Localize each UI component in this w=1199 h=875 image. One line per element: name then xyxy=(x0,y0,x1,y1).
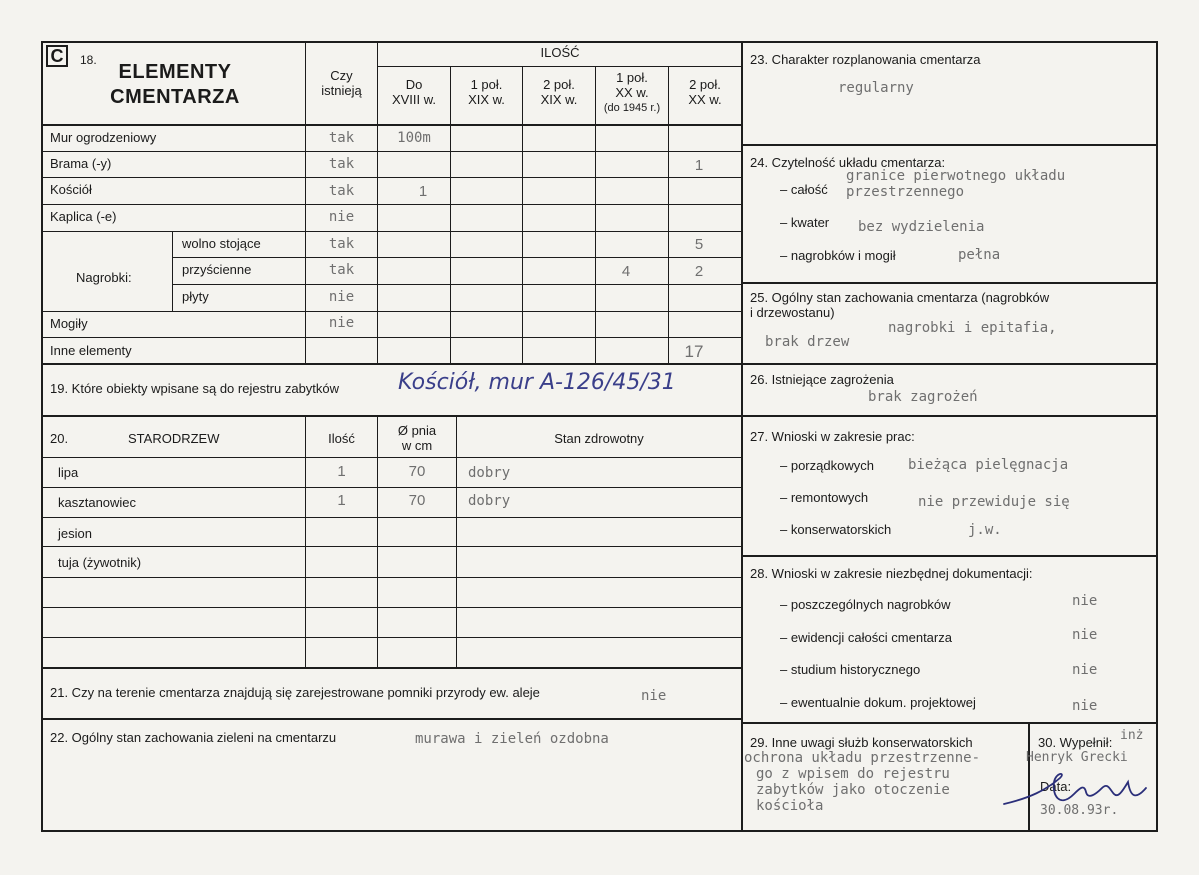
row-label: Kościół xyxy=(50,182,92,197)
other-remarks-line: kościoła xyxy=(756,798,824,814)
section-letter: C xyxy=(50,46,64,66)
documentation-item-label: – ewidencji całości cmentarza xyxy=(780,630,952,645)
row-label: Brama (-y) xyxy=(50,156,112,171)
layout-type-value: regularny xyxy=(838,80,914,96)
legibility-quarters-label: – kwater xyxy=(780,215,830,230)
filled-by-name: Henryk Grecki xyxy=(1026,750,1128,765)
documentation-label: 28. Wnioski w zakresie niezbędnej dokumentacji: xyxy=(750,566,1033,581)
col-exists-l2: istnieją xyxy=(321,83,362,98)
exists-value: tak xyxy=(328,156,355,172)
works-item-label: – remontowych xyxy=(780,490,869,505)
row-label: płyty xyxy=(182,289,209,304)
col-health: Stan zdrowotny xyxy=(554,431,644,446)
documentation-item-value: nie xyxy=(1072,662,1098,678)
frame-line xyxy=(41,41,43,832)
documentation-item-value: nie xyxy=(1072,627,1098,643)
date-value: 30.08.93r. xyxy=(1040,803,1119,818)
legibility-label: 24. Czytelność układu cmentarza: xyxy=(750,155,946,170)
frame-line xyxy=(741,41,1158,43)
col-count: Ilość xyxy=(328,431,355,446)
qty-value: 100m xyxy=(397,130,431,146)
qty-value: 17 xyxy=(684,342,704,361)
period-2-l1: 1 poł. xyxy=(470,77,503,92)
works-item-label: – porządkowych xyxy=(780,458,874,473)
filled-by-title: inż xyxy=(1120,728,1144,743)
tree-name: jesion xyxy=(58,526,92,541)
threats-label: 26. Istniejące zagrożenia xyxy=(750,372,894,387)
period-4-l1: 1 poł. xyxy=(616,70,648,85)
condition-label-l2: i drzewostanu) xyxy=(750,305,835,320)
period-3-l1: 2 poł. xyxy=(543,77,575,92)
elements-title-line2: CMENTARZA xyxy=(110,86,240,108)
condition-label-l1: 25. Ogólny stan zachowania cmentarza (nagrobków xyxy=(750,290,1050,305)
period-1-l1: Do xyxy=(405,77,423,92)
legibility-quarters-value: bez wydzielenia xyxy=(858,219,985,235)
greenery-value: murawa i zieleń ozdobna xyxy=(415,731,609,747)
col-diam-l2: w cm xyxy=(401,438,433,453)
legibility-graves-value: pełna xyxy=(958,247,1001,263)
row-label: przyścienne xyxy=(182,262,252,277)
period-3-l2: XIX w. xyxy=(540,92,578,107)
legibility-whole-value-l2: przestrzennego xyxy=(846,184,965,200)
nature-value: nie xyxy=(641,688,667,704)
condition-value-l2: brak drzew xyxy=(765,334,850,350)
date-label: Data: xyxy=(1040,779,1072,794)
layout-type-label: 23. Charakter rozplanowania cmentarza xyxy=(750,52,981,67)
works-label: 27. Wnioski w zakresie prac: xyxy=(750,429,915,444)
elements-title-line1: ELEMENTY xyxy=(118,61,232,83)
other-remarks-line: zabytków jako otoczenie xyxy=(756,782,950,798)
period-5-l2: XX w. xyxy=(688,92,722,107)
condition-value-l1: nagrobki i epitafia, xyxy=(888,320,1057,336)
row-label: Mur ogrodzeniowy xyxy=(50,130,157,145)
old-trees-title: STARODRZEW xyxy=(128,431,220,446)
row-label: wolno stojące xyxy=(182,236,261,251)
qty-value: 1 xyxy=(418,183,428,200)
tree-health: dobry xyxy=(468,465,511,481)
exists-value: tak xyxy=(328,262,355,278)
legibility-whole-value-l1: granice pierwotnego układu xyxy=(846,168,1066,184)
tree-name: kasztanowiec xyxy=(58,495,137,510)
frame-line xyxy=(741,41,743,832)
old-trees-number: 20. xyxy=(50,431,69,446)
row-label: Mogiły xyxy=(50,316,88,331)
frame-line xyxy=(1156,41,1158,832)
works-item-value: j.w. xyxy=(968,522,1002,538)
col-exists-l1: Czy xyxy=(330,68,353,83)
exists-value: tak xyxy=(328,183,355,199)
signature-mark xyxy=(1000,768,1150,818)
tree-name: lipa xyxy=(58,465,79,480)
tree-diam: 70 xyxy=(408,492,426,509)
qty-header: ILOŚĆ xyxy=(540,45,580,60)
qty-value: 2 xyxy=(694,263,704,280)
documentation-item-label: – ewentualnie dokum. projektowej xyxy=(780,695,976,710)
qty-value: 1 xyxy=(694,157,704,174)
nagrobki-label: Nagrobki: xyxy=(76,270,132,285)
exists-value: nie xyxy=(328,315,355,331)
other-remarks-line: go z wpisem do rejestru xyxy=(756,766,950,782)
section-letter-box xyxy=(46,45,68,67)
other-remarks-label: 29. Inne uwagi służb konserwatorskich xyxy=(750,735,973,750)
period-4-l3: (do 1945 r.) xyxy=(603,102,661,114)
legibility-graves-label: – nagrobków i mogił xyxy=(780,248,896,263)
registry-value: Kościół, mur A-126/45/31 xyxy=(398,370,676,395)
tree-count: 1 xyxy=(337,463,346,480)
documentation-item-label: – poszczególnych nagrobków xyxy=(780,597,951,612)
registry-label: 19. Które obiekty wpisane są do rejestru zabytków xyxy=(50,381,340,396)
period-5-l1: 2 poł. xyxy=(689,77,721,92)
greenery-label: 22. Ogólny stan zachowania zieleni na cmentarzu xyxy=(50,730,337,745)
exists-value: tak xyxy=(328,236,355,252)
frame-line xyxy=(41,41,742,43)
qty-value: 5 xyxy=(694,236,704,253)
works-item-label: – konserwatorskich xyxy=(780,522,892,537)
works-item-value: bieżąca pielęgnacja xyxy=(908,457,1069,473)
filled-by-label: 30. Wypełnił: xyxy=(1038,735,1113,750)
tree-name: tuja (żywotnik) xyxy=(58,555,142,570)
period-2-l2: XIX w. xyxy=(468,92,505,107)
documentation-item-label: – studium historycznego xyxy=(780,662,921,677)
nature-label: 21. Czy na terenie cmentarza znajdują się zarejestrowane pomniki przyrody ew. aleje xyxy=(50,685,540,700)
col-diam-l1: Ø pnia xyxy=(397,423,437,438)
legibility-whole-label: – całość xyxy=(780,182,828,197)
frame-line xyxy=(41,830,1158,832)
exists-value: nie xyxy=(328,209,355,225)
row-label: Kaplica (-e) xyxy=(50,209,117,224)
exists-value: tak xyxy=(328,130,355,146)
documentation-item-value: nie xyxy=(1072,593,1098,609)
documentation-item-value: nie xyxy=(1072,698,1098,714)
works-item-value: nie przewiduje się xyxy=(918,494,1070,510)
other-remarks-line: ochrona układu przestrzenne- xyxy=(744,750,981,766)
threats-value: brak zagrożeń xyxy=(868,389,978,405)
row-label: Inne elementy xyxy=(50,343,132,358)
tree-diam: 70 xyxy=(408,463,426,480)
tree-health: dobry xyxy=(468,493,511,509)
section-18-number: 18. xyxy=(80,53,97,67)
exists-value: nie xyxy=(328,289,355,305)
period-1-l2: XVIII w. xyxy=(391,92,437,107)
period-4-l2: XX w. xyxy=(615,85,649,100)
qty-value: 4 xyxy=(621,263,631,280)
tree-count: 1 xyxy=(337,492,346,509)
